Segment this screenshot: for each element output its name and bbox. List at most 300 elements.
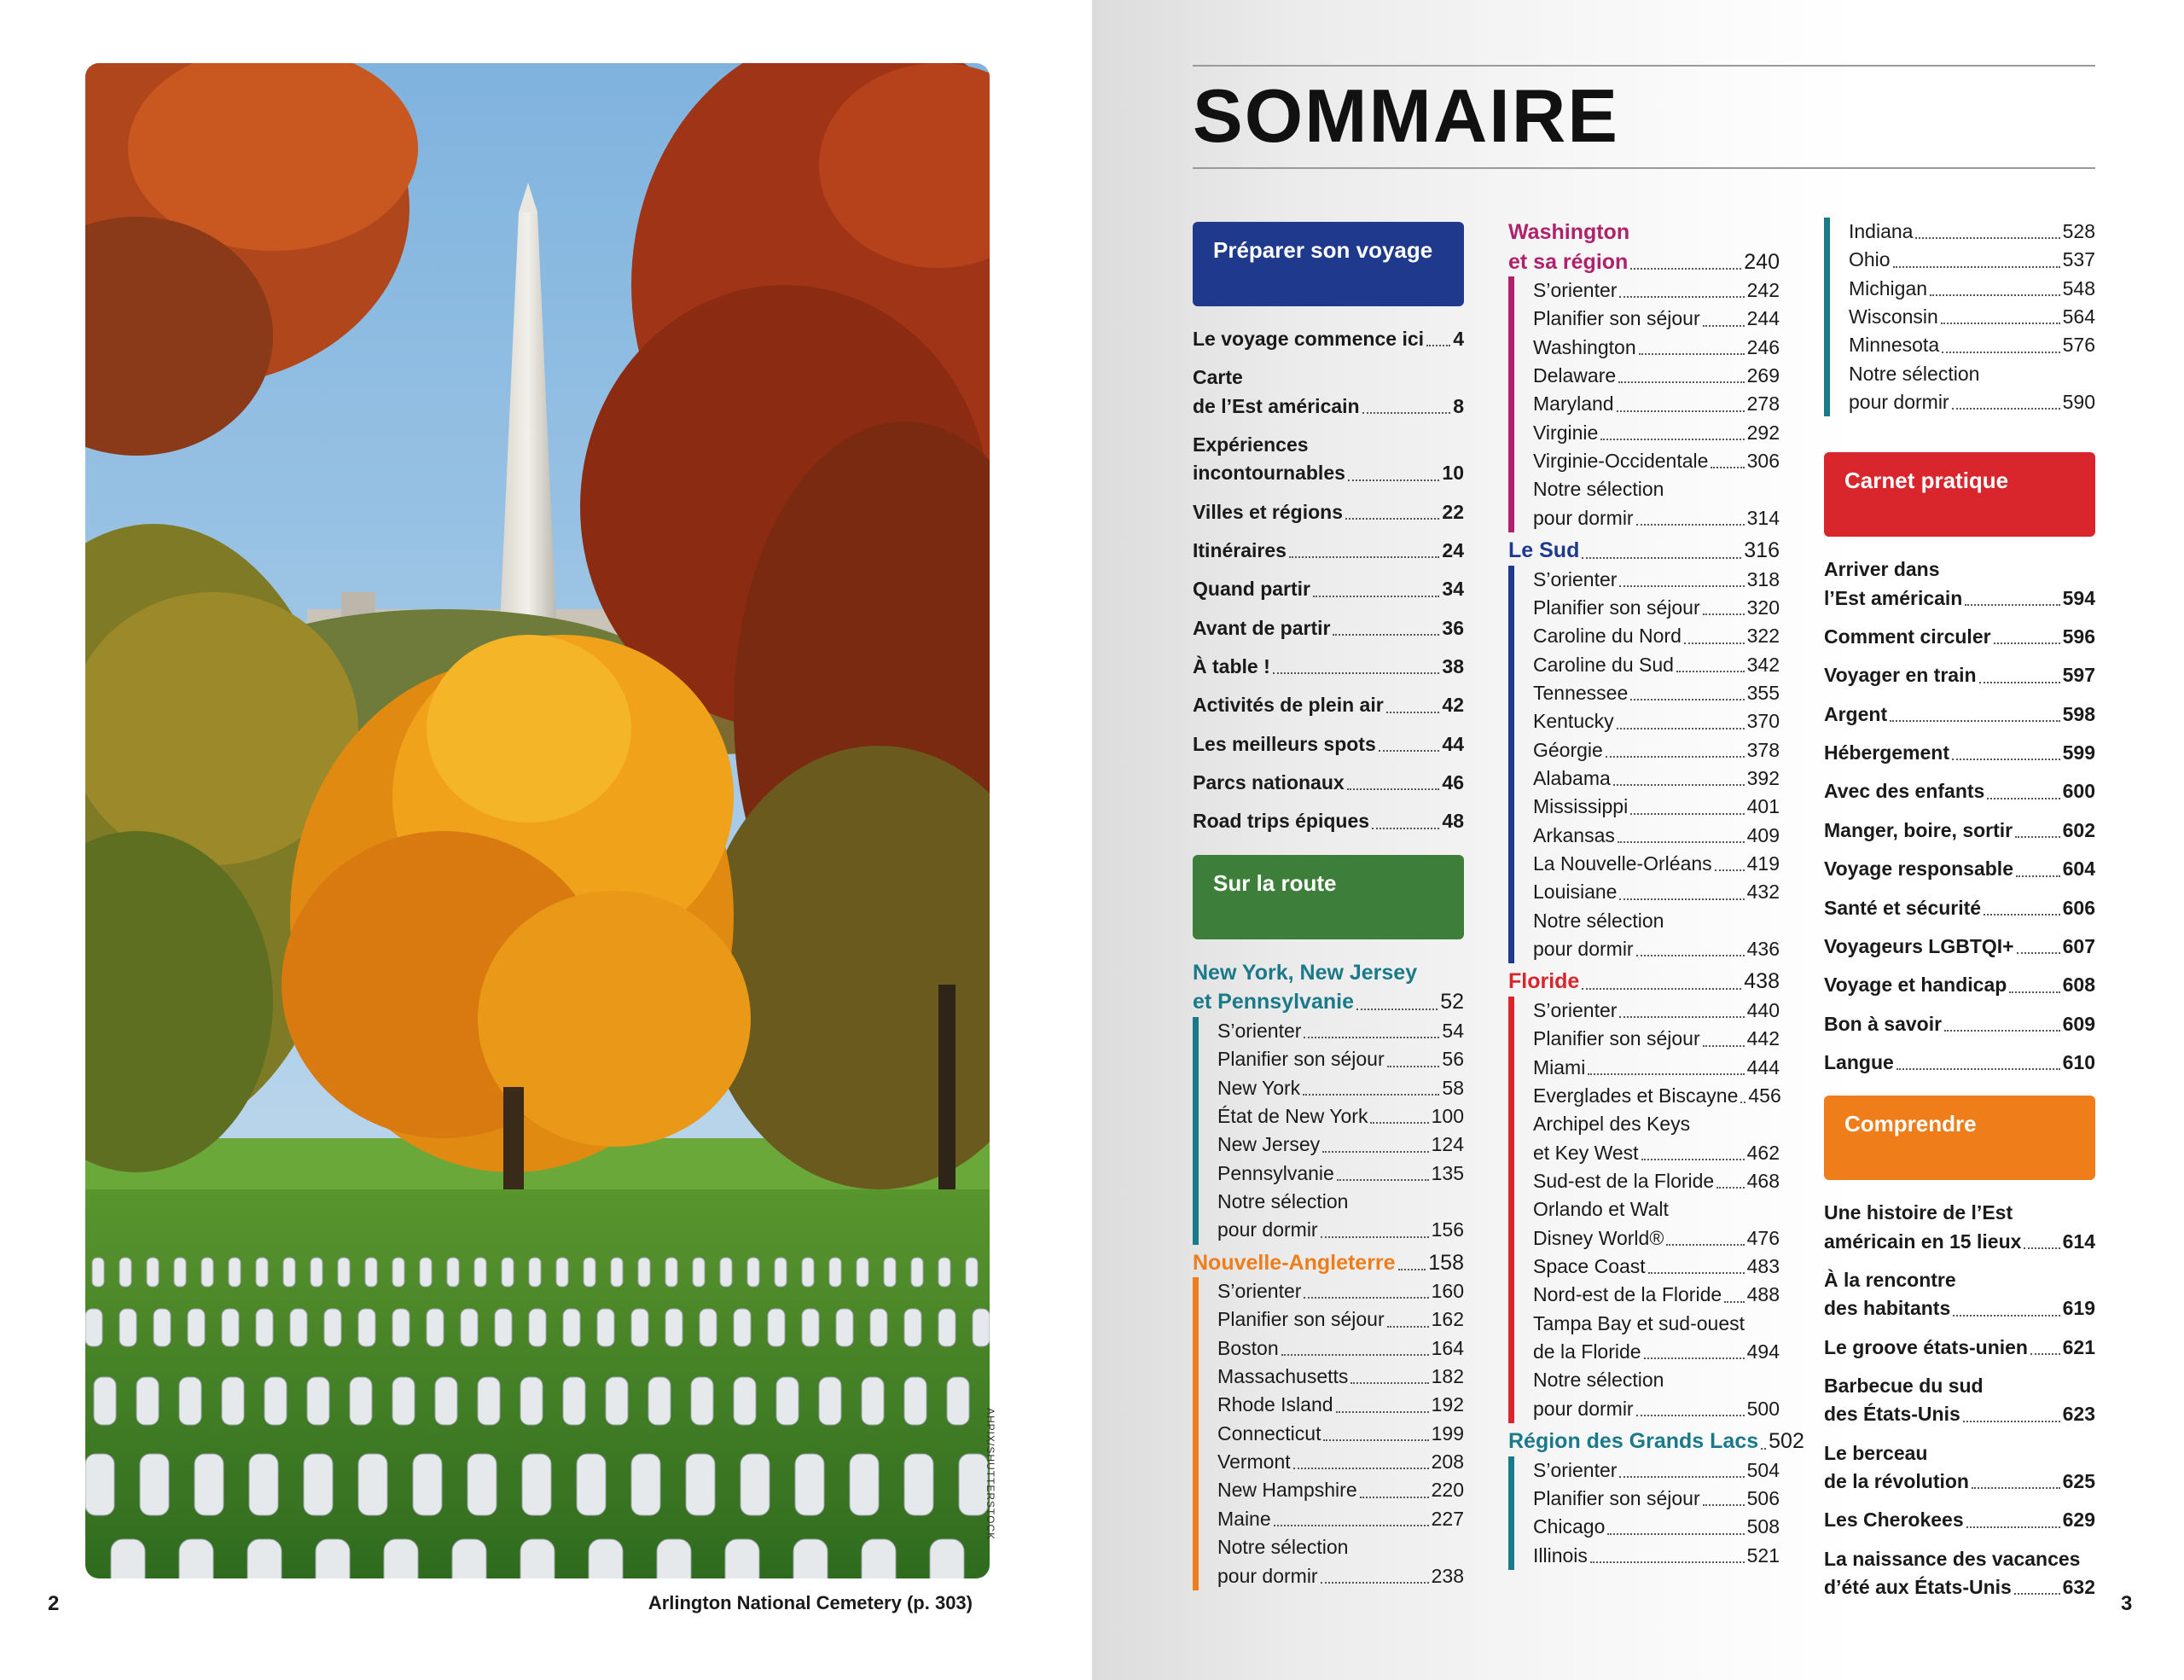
toc-entry-label: l’Est américain (1824, 586, 1963, 609)
toc-entry-page: 621 (2062, 1335, 2095, 1358)
region-title-lakes: Région des Grands Lacs 502 (1508, 1429, 1804, 1454)
subgroup-ny (1193, 1017, 1464, 1245)
page-number-right: 3 (2121, 1592, 2133, 1615)
toc-entry-page: 596 (2062, 625, 2095, 648)
toc-entry-page: 42 (1442, 694, 1464, 717)
toc-entry-page: 355 (1746, 681, 1780, 704)
subgroup-list (1217, 1277, 1464, 1533)
leader-dots (1350, 1382, 1428, 1384)
toc-entry (1217, 1045, 1464, 1073)
sleep-line: Notre sélection (1533, 909, 1664, 932)
toc-entry-page: 208 (1431, 1450, 1464, 1474)
toc-entry-page: 199 (1431, 1421, 1464, 1445)
toc-column-2 (1508, 218, 1804, 1573)
toc-entry-label: Washington (1533, 335, 1636, 358)
toc-entry-page: 54 (1442, 1019, 1464, 1042)
subgroup-list (1533, 1167, 1780, 1195)
toc-entry (1824, 584, 2095, 613)
leader-dots (1630, 813, 1744, 815)
toc-entry (1217, 1160, 1464, 1188)
toc-entry-page: 597 (2062, 664, 2095, 687)
toc-entry-page: 432 (1746, 881, 1780, 904)
toc-entry-page: 608 (2062, 974, 2095, 997)
toc-entry-label: Itinéraires (1193, 539, 1287, 562)
sleep-entry: pour dormir 436 (1533, 938, 1780, 961)
toc-entry-label: Massachusetts (1217, 1365, 1349, 1388)
region-title-line-last: et Pennsylvanie 52 (1193, 990, 1464, 1014)
toc-entry-label: Les Cherokees (1824, 1509, 1964, 1532)
toc-entry (1824, 1228, 2095, 1256)
sleep-entry: pour dormir 500 (1533, 1397, 1780, 1420)
toc-entry (1533, 447, 1780, 475)
toc-entry (1533, 566, 1780, 594)
toc-entry-page: 440 (1746, 998, 1780, 1021)
toc-entry-label: Rhode Island (1217, 1393, 1333, 1416)
toc-entry-label: Nord-est de la Floride (1533, 1283, 1722, 1306)
toc-entry-page: 442 (1746, 1027, 1780, 1050)
toc-entry (1217, 1420, 1464, 1448)
leader-dots (1639, 353, 1745, 355)
toc-entry-label: Le groove états-unien (1824, 1335, 2028, 1358)
toc-entry-page: 135 (1431, 1161, 1464, 1184)
toc-entry-page: 600 (2062, 780, 2095, 803)
right-page (1092, 0, 2184, 1680)
leader-dots (1379, 750, 1440, 752)
leader-dots (1619, 296, 1744, 298)
toc-entry-page: 164 (1431, 1336, 1464, 1359)
section-box-preparer: Préparer son voyage (1193, 222, 1464, 306)
toc-entry (1217, 1277, 1464, 1305)
toc-column-1 (1193, 222, 1464, 1594)
toc-entry (1217, 1334, 1464, 1363)
toc-entry-page: 246 (1746, 335, 1780, 358)
toc-entry (1533, 793, 1780, 821)
toc-entry-page: 227 (1431, 1507, 1464, 1530)
toc-entry-label: Planifier son séjour (1217, 1048, 1385, 1071)
toc-entry-page: 632 (2062, 1576, 2095, 1598)
toc-entry-label: État de New York (1217, 1104, 1368, 1127)
toc-entry (1533, 1513, 1780, 1541)
toc-entry-label: Wisconsin (1849, 305, 1938, 328)
leader-dots (1360, 1497, 1429, 1498)
toc-entry-page: 623 (2062, 1403, 2095, 1426)
toc-entry-label: d’été aux États-Unis (1824, 1576, 2012, 1598)
subgroup-lakes-continued (1824, 218, 2095, 416)
toc-entry (1533, 707, 1780, 735)
toc-entry-page: 8 (1453, 394, 1464, 417)
toc-entry-page: 537 (2062, 248, 2095, 271)
leader-dots (1337, 1179, 1429, 1181)
toc-entry (1193, 537, 1464, 565)
section-box-pratique: Carnet pratique (1824, 452, 2095, 537)
toc-entry (1824, 1049, 2095, 1077)
leader-dots (1942, 352, 2060, 353)
toc-entry-label: de l’Est américain (1193, 394, 1360, 417)
toc-item (1824, 1334, 2095, 1362)
photo-credit: AHPIX/SHUTTERSTOCK (985, 1408, 996, 1541)
toc-entry-page: 488 (1746, 1283, 1780, 1306)
toc-entry-label: Minnesota (1849, 334, 1940, 357)
leader-dots (1740, 1102, 1745, 1103)
toc-item (1193, 691, 1464, 719)
toc-entry-label: américain en 15 lieux (1824, 1229, 2022, 1253)
toc-entry-page: 36 (1442, 616, 1464, 639)
toc-entry (1217, 1131, 1464, 1159)
leader-dots (2009, 991, 2059, 993)
toc-entry-page: 508 (1746, 1515, 1780, 1538)
toc-entry (1193, 575, 1464, 603)
toc-entry-label: Ohio (1849, 248, 1891, 271)
leader-dots (1618, 841, 1745, 843)
toc-item (1193, 575, 1464, 603)
toc-item (1824, 1199, 2095, 1256)
toc-item (1193, 431, 1464, 488)
toc-entry-page: 278 (1746, 392, 1780, 416)
region-dc (1508, 218, 1780, 532)
toc-item (1824, 971, 2095, 999)
subgroup-list (1533, 1253, 1780, 1310)
toc-entry (1824, 933, 2095, 961)
leader-dots (1372, 828, 1439, 829)
toc-entry-label: Voyageurs LGBTQI+ (1824, 934, 2014, 957)
leader-dots (1347, 788, 1440, 790)
leader-dots (1617, 410, 1745, 412)
leader-dots (1703, 1045, 1745, 1047)
leader-dots (1630, 699, 1744, 700)
toc-entry-label: Kentucky (1533, 710, 1614, 733)
leader-dots (1711, 467, 1744, 468)
toc-item (1824, 1545, 2095, 1602)
toc-entry-page: 392 (1746, 767, 1780, 789)
toc-item (1824, 555, 2095, 613)
toc-entry-label: Les meilleurs spots (1193, 732, 1376, 755)
toc-entry (1824, 855, 2095, 883)
region-ny (1193, 958, 1464, 1245)
toc-entry-page: 629 (2062, 1509, 2095, 1532)
subgroup-list (1533, 276, 1780, 475)
toc-entry (1533, 1485, 1780, 1513)
toc-entry (1533, 1025, 1780, 1053)
toc-entry-label: Vermont (1217, 1450, 1291, 1474)
toc-entry-page: 378 (1746, 738, 1780, 761)
leader-dots (1387, 1066, 1440, 1067)
toc-entry-label: Planifier son séjour (1533, 596, 1700, 619)
leader-dots (1896, 1068, 2060, 1070)
leader-dots (1426, 345, 1450, 346)
toc-entry-label: Alabama (1533, 767, 1611, 789)
toc-entry-label: Louisiane (1533, 881, 1618, 904)
toc-entry (1217, 1102, 1464, 1131)
toc-entry-page: 322 (1746, 625, 1780, 648)
toc-entry-page: 162 (1431, 1308, 1464, 1331)
leader-dots (1979, 682, 2060, 683)
subgroup-list (1217, 1017, 1464, 1188)
toc-entry (1533, 1054, 1780, 1082)
toc-entry-page: 564 (2062, 305, 2095, 328)
leader-dots (2024, 1247, 2059, 1249)
toc-entry-label: S’orienter (1217, 1019, 1302, 1042)
toc-entry-label: Bon à savoir (1824, 1012, 1943, 1035)
leader-dots (1273, 672, 1440, 674)
toc-entry-label: Géorgie (1533, 738, 1603, 761)
toc-entry-label: Planifier son séjour (1533, 1027, 1700, 1050)
toc-entry-label: Everglades et Biscayne (1533, 1084, 1739, 1107)
sleep-entry: pour dormir 156 (1217, 1218, 1464, 1241)
leader-dots (2014, 1593, 2060, 1595)
leader-dots (2016, 875, 2060, 877)
leader-dots (1703, 1504, 1745, 1506)
leader-dots (1965, 604, 2059, 606)
toc-entry (1533, 419, 1780, 447)
subgroup-list (1533, 566, 1780, 907)
toc-entry (1193, 614, 1464, 642)
toc-entry-page: 24 (1442, 539, 1464, 562)
leader-dots (2017, 952, 2060, 954)
subgroup-ne (1193, 1277, 1464, 1590)
toc-entry (1824, 1468, 2095, 1496)
toc-entry-label: Planifier son séjour (1533, 307, 1700, 330)
leader-dots (1619, 898, 1744, 900)
sleep-entry: pour dormir 314 (1533, 506, 1780, 529)
leader-dots (1613, 784, 1745, 786)
toc-entry (1193, 498, 1464, 526)
toc-entry (1533, 1082, 1780, 1110)
toc-entry (1533, 390, 1780, 418)
toc-entry-label: Mississippi (1533, 795, 1629, 818)
sleep-line: Notre sélection (1533, 1369, 1664, 1392)
region-title-florida: Floride 438 (1508, 969, 1780, 994)
toc-entry-page: 292 (1746, 421, 1780, 444)
toc-entry-label: Connecticut (1217, 1421, 1321, 1445)
leader-dots (1890, 720, 2060, 722)
toc-entry (1533, 305, 1780, 333)
toc-entry (1533, 622, 1780, 650)
leader-dots (1915, 237, 2059, 239)
toc-item (1824, 1372, 2095, 1429)
toc-entry-page: 244 (1746, 307, 1780, 330)
top-rule (1193, 65, 2095, 67)
toc-entry-label: S’orienter (1533, 1458, 1618, 1481)
toc-item (1824, 661, 2095, 689)
toc-entry-page: 182 (1431, 1365, 1464, 1388)
toc-entry-label: Sud-est de la Floride (1533, 1169, 1715, 1192)
toc-entry (1533, 1167, 1780, 1195)
toc-item (1824, 894, 2095, 922)
subgroup-list (1533, 1456, 1780, 1570)
toc-entry-page: 124 (1431, 1133, 1464, 1156)
toc-entry-label: S’orienter (1217, 1280, 1302, 1303)
toc-entry-page: 192 (1431, 1393, 1464, 1416)
toc-entry-page: 602 (2062, 818, 2095, 841)
toc-entry-page: 342 (1746, 653, 1780, 676)
toc-item (1824, 855, 2095, 883)
toc-entry-page: 456 (1748, 1084, 1781, 1107)
toc-entry-label: Maine (1217, 1507, 1271, 1530)
toc-item (1824, 777, 2095, 805)
toc-item (1824, 1010, 2095, 1038)
leader-dots (1941, 323, 2060, 324)
leader-dots (1617, 728, 1745, 730)
toc-item-line: Barbecue du sud (1824, 1374, 1984, 1397)
leader-dots (1963, 1421, 2060, 1422)
toc-entry-page: 22 (1442, 500, 1464, 523)
comprendre-list (1824, 1199, 2095, 1602)
toc-entry-page: 220 (1431, 1479, 1464, 1502)
toc-entry-page: 604 (2062, 857, 2095, 881)
toc-entry (1824, 971, 2095, 999)
section-box-route: Sur la route (1193, 855, 1464, 939)
toc-item (1824, 1439, 2095, 1497)
toc-entry-page: 625 (2062, 1469, 2095, 1492)
toc-entry-label: Caroline du Sud (1533, 653, 1674, 676)
leader-dots (1362, 412, 1451, 414)
subgroup-list (1849, 218, 2095, 360)
toc-entry-page: 100 (1431, 1104, 1464, 1127)
toc-entry-label: de la révolution (1824, 1469, 1969, 1492)
toc-entry-page: 483 (1746, 1255, 1780, 1277)
toc-entry-label: Illinois (1533, 1543, 1588, 1567)
toc-entry (1824, 817, 2095, 845)
toc-entry (1217, 1305, 1464, 1334)
leader-dots (1313, 596, 1439, 597)
leader-dots (1600, 439, 1744, 440)
leader-dots (1336, 1411, 1429, 1413)
toc-entry (1533, 1542, 1780, 1570)
toc-entry (1824, 1506, 2095, 1534)
sleep-line: Notre sélection (1217, 1536, 1349, 1559)
toc-entry-page: 504 (1746, 1458, 1780, 1481)
toc-entry (1217, 1363, 1464, 1391)
region-title-dc: Washington et sa région 240 (1508, 220, 1780, 274)
toc-entry (1193, 807, 1464, 835)
leader-dots (1676, 671, 1745, 672)
toc-entry-page: 594 (2062, 586, 2095, 609)
leader-dots (2015, 836, 2060, 838)
leader-dots (1966, 1526, 2060, 1528)
toc-entry (1193, 769, 1464, 797)
toc-entry-label: À table ! (1193, 655, 1270, 678)
toc-item-line: Une histoire de l’Est (1824, 1201, 2013, 1224)
leader-dots (1619, 585, 1744, 587)
toc-entry-label: Santé et sécurité (1824, 896, 1982, 919)
sleep-entry: pour dormir 590 (1849, 391, 2095, 414)
leader-dots (1972, 1487, 2060, 1489)
toc-entry (1849, 331, 2095, 359)
leader-dots (2030, 1353, 2060, 1355)
region-title-ny (1193, 958, 1464, 1017)
toc-entry (1217, 1391, 1464, 1419)
toc-entry-label: Arkansas (1533, 823, 1615, 846)
toc-entry-label: Voyage et handicap (1824, 974, 2007, 997)
toc-entry (1533, 850, 1780, 878)
toc-entry-page: 409 (1746, 823, 1780, 846)
toc-item (1193, 537, 1464, 565)
toc-entry-page: 444 (1746, 1055, 1780, 1078)
toc-entry-label: Planifier son séjour (1533, 1486, 1700, 1509)
toc-entry (1217, 1448, 1464, 1476)
toc-item (1824, 817, 2095, 845)
toc-entry-page: 419 (1746, 852, 1780, 875)
toc-entry (1533, 736, 1780, 764)
toc-entry-page: 606 (2062, 896, 2095, 919)
toc-entry-label: S’orienter (1533, 279, 1618, 301)
leader-dots (1303, 1094, 1439, 1096)
toc-entry-label: Michigan (1849, 276, 1928, 299)
toc-item-line: Carte (1193, 366, 1243, 389)
toc-entry-label: New Jersey (1217, 1133, 1321, 1156)
region-lakes (1508, 1427, 1804, 1570)
toc-entry-page: 56 (1442, 1048, 1464, 1071)
toc-entry (1217, 1017, 1464, 1045)
toc-item (1193, 653, 1464, 681)
toc-entry (1533, 764, 1780, 793)
toc-entry-label: des habitants (1824, 1297, 1951, 1320)
toc-entry-page: 269 (1746, 364, 1780, 387)
leader-dots (1345, 518, 1439, 520)
leader-dots (1944, 1030, 2060, 1032)
leader-dots (1648, 1272, 1745, 1274)
toc-entry (1824, 661, 2095, 689)
toc-entry (1217, 1476, 1464, 1504)
leader-dots (1987, 798, 2059, 799)
toc-entry-page: 48 (1442, 810, 1464, 833)
toc-entry-page: 320 (1746, 596, 1780, 619)
toc-item (1824, 933, 2095, 961)
toc-item (1193, 363, 1464, 421)
photo-caption: Arlington National Cemetery (p. 303) (648, 1592, 973, 1613)
toc-entry-label: Langue (1824, 1050, 1894, 1073)
toc-entry-label: Manger, boire, sortir (1824, 818, 2013, 841)
toc-entry-page: 34 (1442, 578, 1464, 601)
leader-dots (1289, 556, 1439, 558)
toc-entry-page: 10 (1442, 462, 1464, 485)
leader-dots (1619, 1476, 1744, 1478)
sleep-line: Notre sélection (1217, 1189, 1349, 1212)
subgroup-florida: S’orienter 440 Planifier son séjour 442 Miami 444 Everglades et Biscayne 456 Archipel des Keys et Key West 462 Sud-est de la Floride 468 Orlando et Walt Disney World® 476 Space Coast 483 Nord-est de la Floride 488 Tampa Bay et sud-ouest de la Floride 494 Notre sélection pour dormir 500 (1508, 997, 1780, 1423)
leader-dots (1333, 634, 1439, 636)
toc-entry (1217, 1074, 1464, 1102)
toc-entry-page: 506 (1746, 1486, 1780, 1509)
leader-dots (1386, 712, 1440, 713)
toc-entry-label: New York (1217, 1076, 1301, 1099)
toc-item-line: La naissance des vacances (1824, 1547, 2081, 1570)
toc-entry-page: 4 (1453, 328, 1464, 350)
arlington-cemetery-photo (85, 63, 990, 1578)
toc-item (1193, 614, 1464, 642)
toc-item-line: Le berceau (1824, 1441, 1928, 1464)
leader-dots (1703, 613, 1745, 615)
region-florida (1508, 967, 1780, 1423)
toc-entry-label: Hébergement (1824, 741, 1949, 764)
toc-entry-page: 370 (1746, 710, 1780, 733)
toc-entry (1193, 730, 1464, 759)
toc-entry-page: 610 (2062, 1050, 2095, 1073)
toc-entry (1217, 1505, 1464, 1533)
toc-entry-label: Indiana (1849, 220, 1914, 242)
toc-item (1824, 739, 2095, 767)
toc-item (1193, 807, 1464, 835)
toc-item-line: Expériences (1193, 433, 1309, 456)
sleep-line: Notre sélection (1849, 362, 1980, 385)
toc-entry-label: Boston (1217, 1336, 1279, 1359)
toc-item (1193, 730, 1464, 759)
toc-entry (1824, 1010, 2095, 1038)
toc-entry-page: 160 (1431, 1280, 1464, 1303)
toc-entry-label: Le voyage commence ici (1193, 328, 1425, 350)
subgroup-lakes (1508, 1456, 1780, 1570)
toc-item (1193, 769, 1464, 797)
leader-dots (1274, 1525, 1429, 1526)
